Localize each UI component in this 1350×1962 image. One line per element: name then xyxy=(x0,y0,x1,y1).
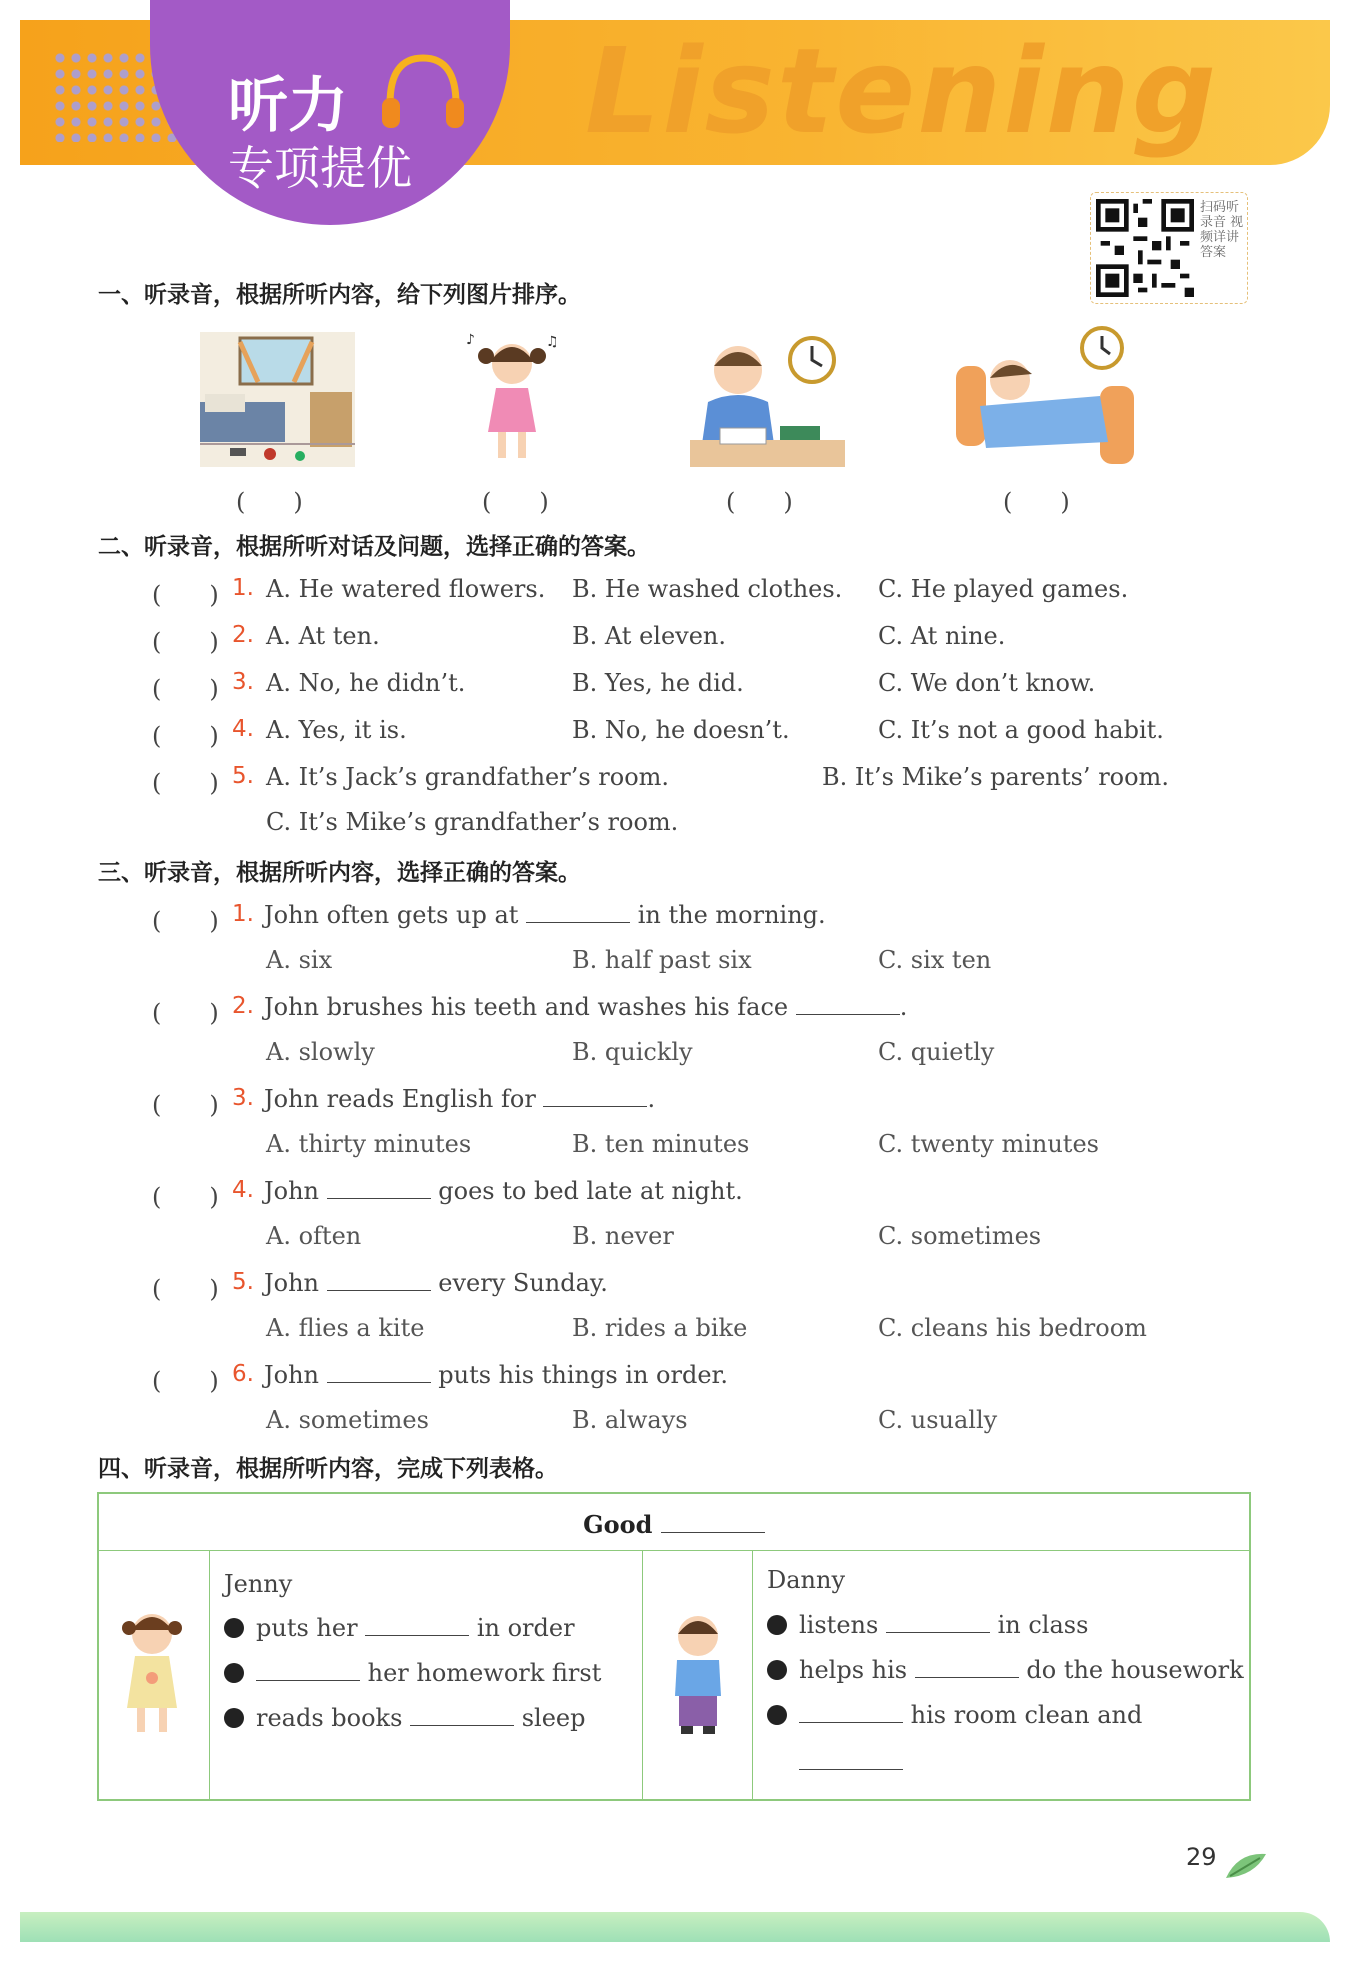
picture1-bracket[interactable]: ( ) xyxy=(236,488,303,516)
answer-blank[interactable] xyxy=(256,1660,360,1681)
option-a[interactable]: A. He watered flowers. xyxy=(266,575,546,603)
answer-blank[interactable] xyxy=(915,1657,1019,1678)
table-divider xyxy=(209,1550,210,1799)
question-paren[interactable]: ( ) xyxy=(152,1275,219,1303)
question-number: 1. xyxy=(232,575,254,601)
question-number: 3. xyxy=(232,1085,254,1111)
option-c[interactable]: C. sometimes xyxy=(878,1222,1042,1250)
answer-blank[interactable] xyxy=(526,902,630,923)
question-prefix: John xyxy=(264,1177,319,1205)
option-a[interactable]: A. sometimes xyxy=(266,1406,429,1434)
bullet-icon xyxy=(767,1705,787,1725)
bullet-icon xyxy=(224,1708,244,1728)
qr-caption: 扫码听录音 视频详讲答案 xyxy=(1200,200,1244,260)
question-number: 6. xyxy=(232,1361,254,1387)
habit-text: sleep xyxy=(521,1704,586,1732)
option-a[interactable]: A. flies a kite xyxy=(266,1314,425,1342)
question-suffix: puts his things in order. xyxy=(438,1361,729,1389)
svg-text:♪: ♪ xyxy=(466,332,475,348)
answer-blank[interactable] xyxy=(327,1362,431,1383)
question-prefix: John brushes his teeth and washes his face xyxy=(264,993,789,1021)
question-number: 5. xyxy=(232,1269,254,1295)
option-b[interactable]: B. rides a bike xyxy=(572,1314,748,1342)
question-paren[interactable]: ( ) xyxy=(152,628,219,656)
table-title xyxy=(99,1510,1249,1539)
jenny-avatar xyxy=(119,1606,185,1742)
table-title-blank[interactable] xyxy=(661,1512,765,1533)
picture4-bracket[interactable]: ( ) xyxy=(1003,488,1070,516)
table-header xyxy=(99,1494,1249,1551)
answer-blank[interactable] xyxy=(327,1270,431,1291)
question-number: 4. xyxy=(232,716,254,742)
question-prefix: John xyxy=(264,1269,319,1297)
singing-girl-picture xyxy=(462,332,562,467)
option-c[interactable]: C. He played games. xyxy=(878,575,1129,603)
bullet-icon xyxy=(767,1615,787,1635)
answer-blank[interactable] xyxy=(365,1615,469,1636)
answer-blank[interactable] xyxy=(327,1178,431,1199)
question-paren[interactable]: ( ) xyxy=(152,1367,219,1395)
badge-subtitle: 专项提优 xyxy=(228,141,412,195)
option-a[interactable]: A. No, he didn’t. xyxy=(266,669,466,697)
question-number: 1. xyxy=(232,901,254,927)
answer-blank[interactable] xyxy=(543,1086,647,1107)
question-text xyxy=(264,993,907,1021)
option-a[interactable]: A. At ten. xyxy=(266,622,380,650)
option-b[interactable]: B. It’s Mike’s parents’ room. xyxy=(822,763,1169,791)
question-paren[interactable]: ( ) xyxy=(152,581,219,609)
answer-blank[interactable] xyxy=(799,1702,903,1723)
question-text xyxy=(264,901,826,929)
question-text xyxy=(264,1361,728,1389)
option-c[interactable]: C. quietly xyxy=(878,1038,995,1066)
question-suffix: . xyxy=(647,1085,656,1113)
bullet-icon xyxy=(224,1618,244,1638)
svg-text:♫: ♫ xyxy=(546,334,559,350)
question-number: 2. xyxy=(232,622,254,648)
table-divider xyxy=(642,1550,643,1799)
option-c[interactable]: C. It’s Mike’s grandfather’s room. xyxy=(266,808,679,836)
section2-title: 二、听录音，根据所听对话及问题，选择正确的答案。 xyxy=(98,534,650,560)
boy-sleeping-picture xyxy=(950,326,1140,466)
listening-title: Listening xyxy=(585,22,1219,160)
option-c[interactable]: C. It’s not a good habit. xyxy=(878,716,1164,744)
table-title-text: Good xyxy=(583,1510,653,1539)
danny-avatar xyxy=(665,1608,731,1744)
question-text xyxy=(264,1269,608,1297)
option-c[interactable]: C. We don’t know. xyxy=(878,669,1096,697)
question-paren[interactable]: ( ) xyxy=(152,1091,219,1119)
question-suffix: goes to bed late at night. xyxy=(438,1177,743,1205)
headphones-icon xyxy=(378,48,468,138)
question-paren[interactable]: ( ) xyxy=(152,907,219,935)
question-prefix: John often gets up at xyxy=(264,901,519,929)
danny-habit-3-continued xyxy=(799,1748,903,1776)
question-paren[interactable]: ( ) xyxy=(152,769,219,797)
bullet-icon xyxy=(224,1663,244,1683)
habit-text: helps his xyxy=(799,1656,908,1684)
question-text xyxy=(264,1085,655,1113)
question-paren[interactable]: ( ) xyxy=(152,722,219,750)
question-suffix: . xyxy=(899,993,908,1021)
answer-blank[interactable] xyxy=(410,1705,514,1726)
jenny-habit-3 xyxy=(224,1704,585,1732)
question-suffix: in the morning. xyxy=(637,901,826,929)
section1-title: 一、听录音，根据所听内容，给下列图片排序。 xyxy=(98,282,581,308)
option-b[interactable]: B. never xyxy=(572,1222,674,1250)
option-b[interactable]: B. He washed clothes. xyxy=(572,575,843,603)
option-b[interactable]: B. At eleven. xyxy=(572,622,727,650)
habit-text: in order xyxy=(476,1614,575,1642)
leaf-icon xyxy=(1222,1848,1270,1884)
picture3-bracket[interactable]: ( ) xyxy=(726,488,793,516)
option-b[interactable]: B. Yes, he did. xyxy=(572,669,744,697)
habit-text: puts her xyxy=(256,1614,358,1642)
qr-code-icon[interactable] xyxy=(1096,198,1194,298)
habits-table xyxy=(97,1492,1251,1801)
option-c[interactable]: C. At nine. xyxy=(878,622,1006,650)
option-a[interactable]: A. thirty minutes xyxy=(266,1130,472,1158)
question-number: 3. xyxy=(232,669,254,695)
answer-blank[interactable] xyxy=(886,1612,990,1633)
question-paren[interactable]: ( ) xyxy=(152,1183,219,1211)
danny-habit-2 xyxy=(767,1656,1244,1684)
page-number: 29 xyxy=(1186,1843,1217,1871)
option-a[interactable]: A. six xyxy=(266,946,333,974)
question-suffix: every Sunday. xyxy=(438,1269,608,1297)
habit-text: do the housework xyxy=(1026,1656,1244,1684)
option-b[interactable]: B. quickly xyxy=(572,1038,693,1066)
option-b[interactable]: B. always xyxy=(572,1406,688,1434)
section4-title: 四、听录音，根据所听内容，完成下列表格。 xyxy=(98,1456,558,1482)
option-a[interactable]: A. often xyxy=(266,1222,362,1250)
question-paren[interactable]: ( ) xyxy=(152,675,219,703)
option-b[interactable]: B. No, he doesn’t. xyxy=(572,716,790,744)
habit-text: her homework first xyxy=(367,1659,602,1687)
option-a[interactable]: A. It’s Jack’s grandfather’s room. xyxy=(266,763,670,791)
habit-text: reads books xyxy=(256,1704,403,1732)
question-number: 2. xyxy=(232,993,254,1019)
option-c[interactable]: C. cleans his bedroom xyxy=(878,1314,1147,1342)
danny-habit-1 xyxy=(767,1611,1088,1639)
footer-band xyxy=(20,1912,1330,1942)
question-prefix: John reads English for xyxy=(264,1085,536,1113)
question-paren[interactable]: ( ) xyxy=(152,999,219,1027)
question-number: 5. xyxy=(232,763,254,789)
boy-reading-picture xyxy=(690,332,845,467)
answer-blank[interactable] xyxy=(796,994,900,1015)
option-a[interactable]: A. slowly xyxy=(266,1038,375,1066)
question-prefix: John xyxy=(264,1361,319,1389)
option-c[interactable]: C. six ten xyxy=(878,946,992,974)
option-c[interactable]: C. twenty minutes xyxy=(878,1130,1099,1158)
bullet-icon xyxy=(767,1660,787,1680)
jenny-habit-2 xyxy=(224,1659,601,1687)
picture2-bracket[interactable]: ( ) xyxy=(482,488,549,516)
table-divider xyxy=(752,1550,753,1799)
section3-title: 三、听录音，根据所听内容，选择正确的答案。 xyxy=(98,860,581,886)
answer-blank[interactable] xyxy=(799,1749,903,1770)
danny-name: Danny xyxy=(767,1566,846,1594)
option-a[interactable]: A. Yes, it is. xyxy=(266,716,407,744)
question-text xyxy=(264,1177,743,1205)
habit-text: his room clean and xyxy=(910,1701,1143,1729)
jenny-name: Jenny xyxy=(224,1570,293,1598)
option-b[interactable]: B. ten minutes xyxy=(572,1130,750,1158)
badge-title: 听力 xyxy=(228,71,348,141)
danny-habit-3 xyxy=(767,1701,1142,1729)
option-b[interactable]: B. half past six xyxy=(572,946,752,974)
habit-text: listens xyxy=(799,1611,879,1639)
question-number: 4. xyxy=(232,1177,254,1203)
habit-text: in class xyxy=(997,1611,1089,1639)
jenny-habit-1 xyxy=(224,1614,575,1642)
messy-bedroom-picture xyxy=(200,332,355,467)
option-c[interactable]: C. usually xyxy=(878,1406,998,1434)
